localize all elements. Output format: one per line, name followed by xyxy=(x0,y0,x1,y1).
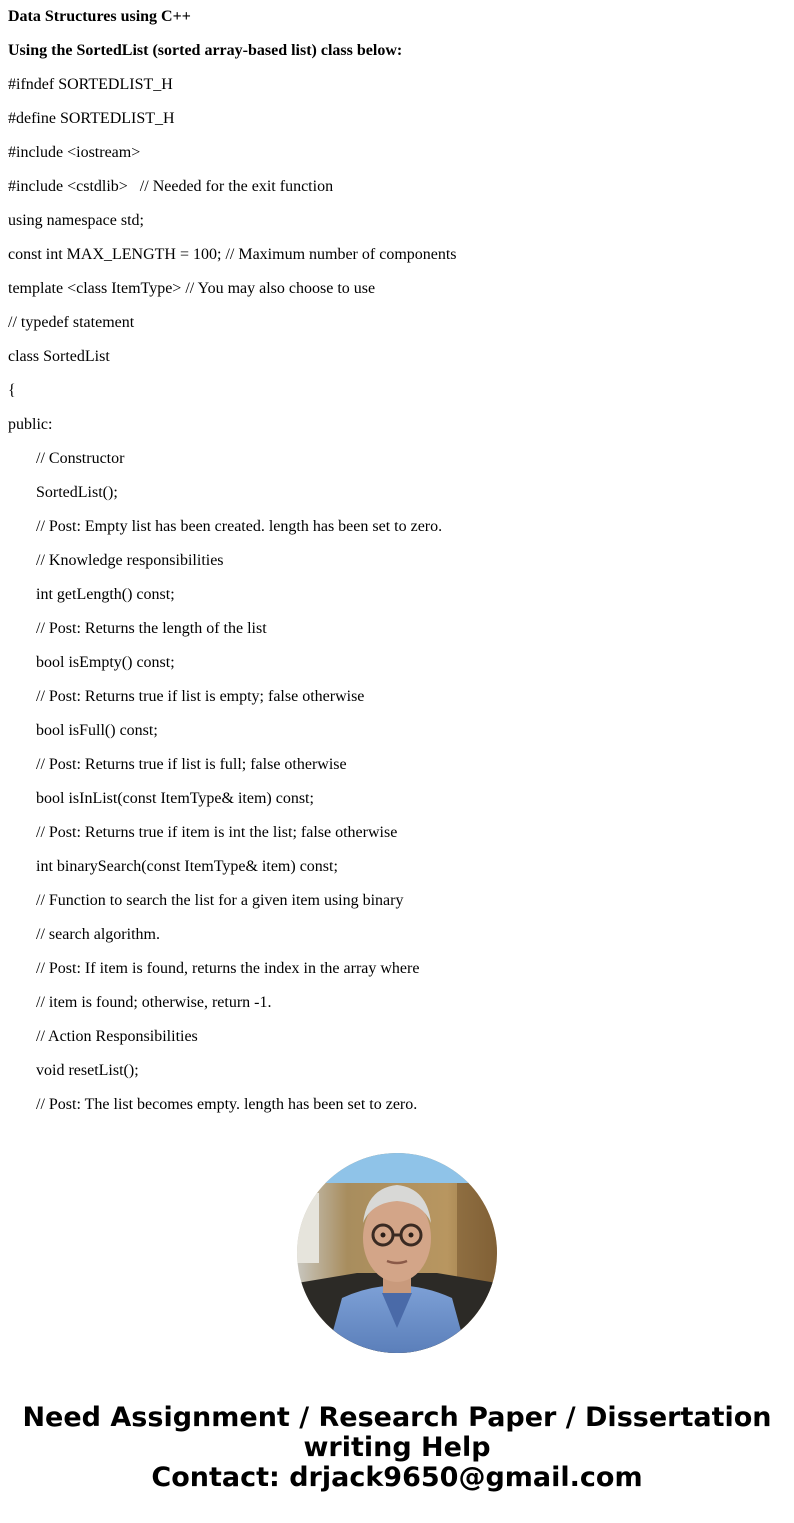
code-line: int binarySearch(const ItemType& item) const; xyxy=(36,858,338,875)
promo-contact: Contact: drjack9650@gmail.com xyxy=(151,1462,643,1493)
code-line: #include <iostream> xyxy=(8,144,141,161)
promo-line-1: Need Assignment / Research Paper / Dissertation xyxy=(22,1402,772,1433)
code-line: SortedList(); xyxy=(36,484,118,501)
code-line: #define SORTEDLIST_H xyxy=(8,110,175,127)
code-line: // search algorithm. xyxy=(36,926,160,943)
code-line: bool isInList(const ItemType& item) const; xyxy=(36,790,314,807)
code-line: // Function to search the list for a given item using binary xyxy=(36,892,404,909)
code-line: class SortedList xyxy=(8,348,110,365)
code-line: int getLength() const; xyxy=(36,586,175,603)
code-line: // Post: The list becomes empty. length has been set to zero. xyxy=(36,1096,418,1113)
author-photo xyxy=(297,1153,497,1353)
code-line: // Post: Returns true if list is empty; false otherwise xyxy=(36,688,365,705)
code-line: // Post: Returns true if list is full; false otherwise xyxy=(36,756,347,773)
code-line: const int MAX_LENGTH = 100; // Maximum number of components xyxy=(8,246,457,263)
code-line: #ifndef SORTEDLIST_H xyxy=(8,76,173,93)
document-title: Data Structures using C++ xyxy=(8,8,191,25)
code-line: bool isEmpty() const; xyxy=(36,654,175,671)
code-line: bool isFull() const; xyxy=(36,722,158,739)
code-line: // Action Responsibilities xyxy=(36,1028,198,1045)
code-line: // typedef statement xyxy=(8,314,135,331)
promo-line-2: writing Help xyxy=(303,1432,491,1463)
code-line: { xyxy=(8,382,16,399)
code-line: // Post: Returns the length of the list xyxy=(36,620,267,637)
code-line: template <class ItemType> // You may also choose to use xyxy=(8,280,376,297)
code-line: void resetList(); xyxy=(36,1062,139,1079)
code-line: // Post: Empty list has been created. length has been set to zero. xyxy=(36,518,443,535)
code-line: using namespace std; xyxy=(8,212,144,229)
code-line: #include <cstdlib> // Needed for the exit function xyxy=(8,178,334,195)
code-line: public: xyxy=(8,416,53,433)
document-subtitle: Using the SortedList (sorted array-based list) class below: xyxy=(8,42,403,59)
code-line: // item is found; otherwise, return -1. xyxy=(36,994,272,1011)
avatar-portrait-icon xyxy=(297,1153,497,1353)
code-line: // Knowledge responsibilities xyxy=(36,552,224,569)
promo-banner xyxy=(0,1403,794,1493)
code-line: // Post: If item is found, returns the index in the array where xyxy=(36,960,420,977)
code-line: // Constructor xyxy=(36,450,125,467)
code-line: // Post: Returns true if item is int the list; false otherwise xyxy=(36,824,398,841)
